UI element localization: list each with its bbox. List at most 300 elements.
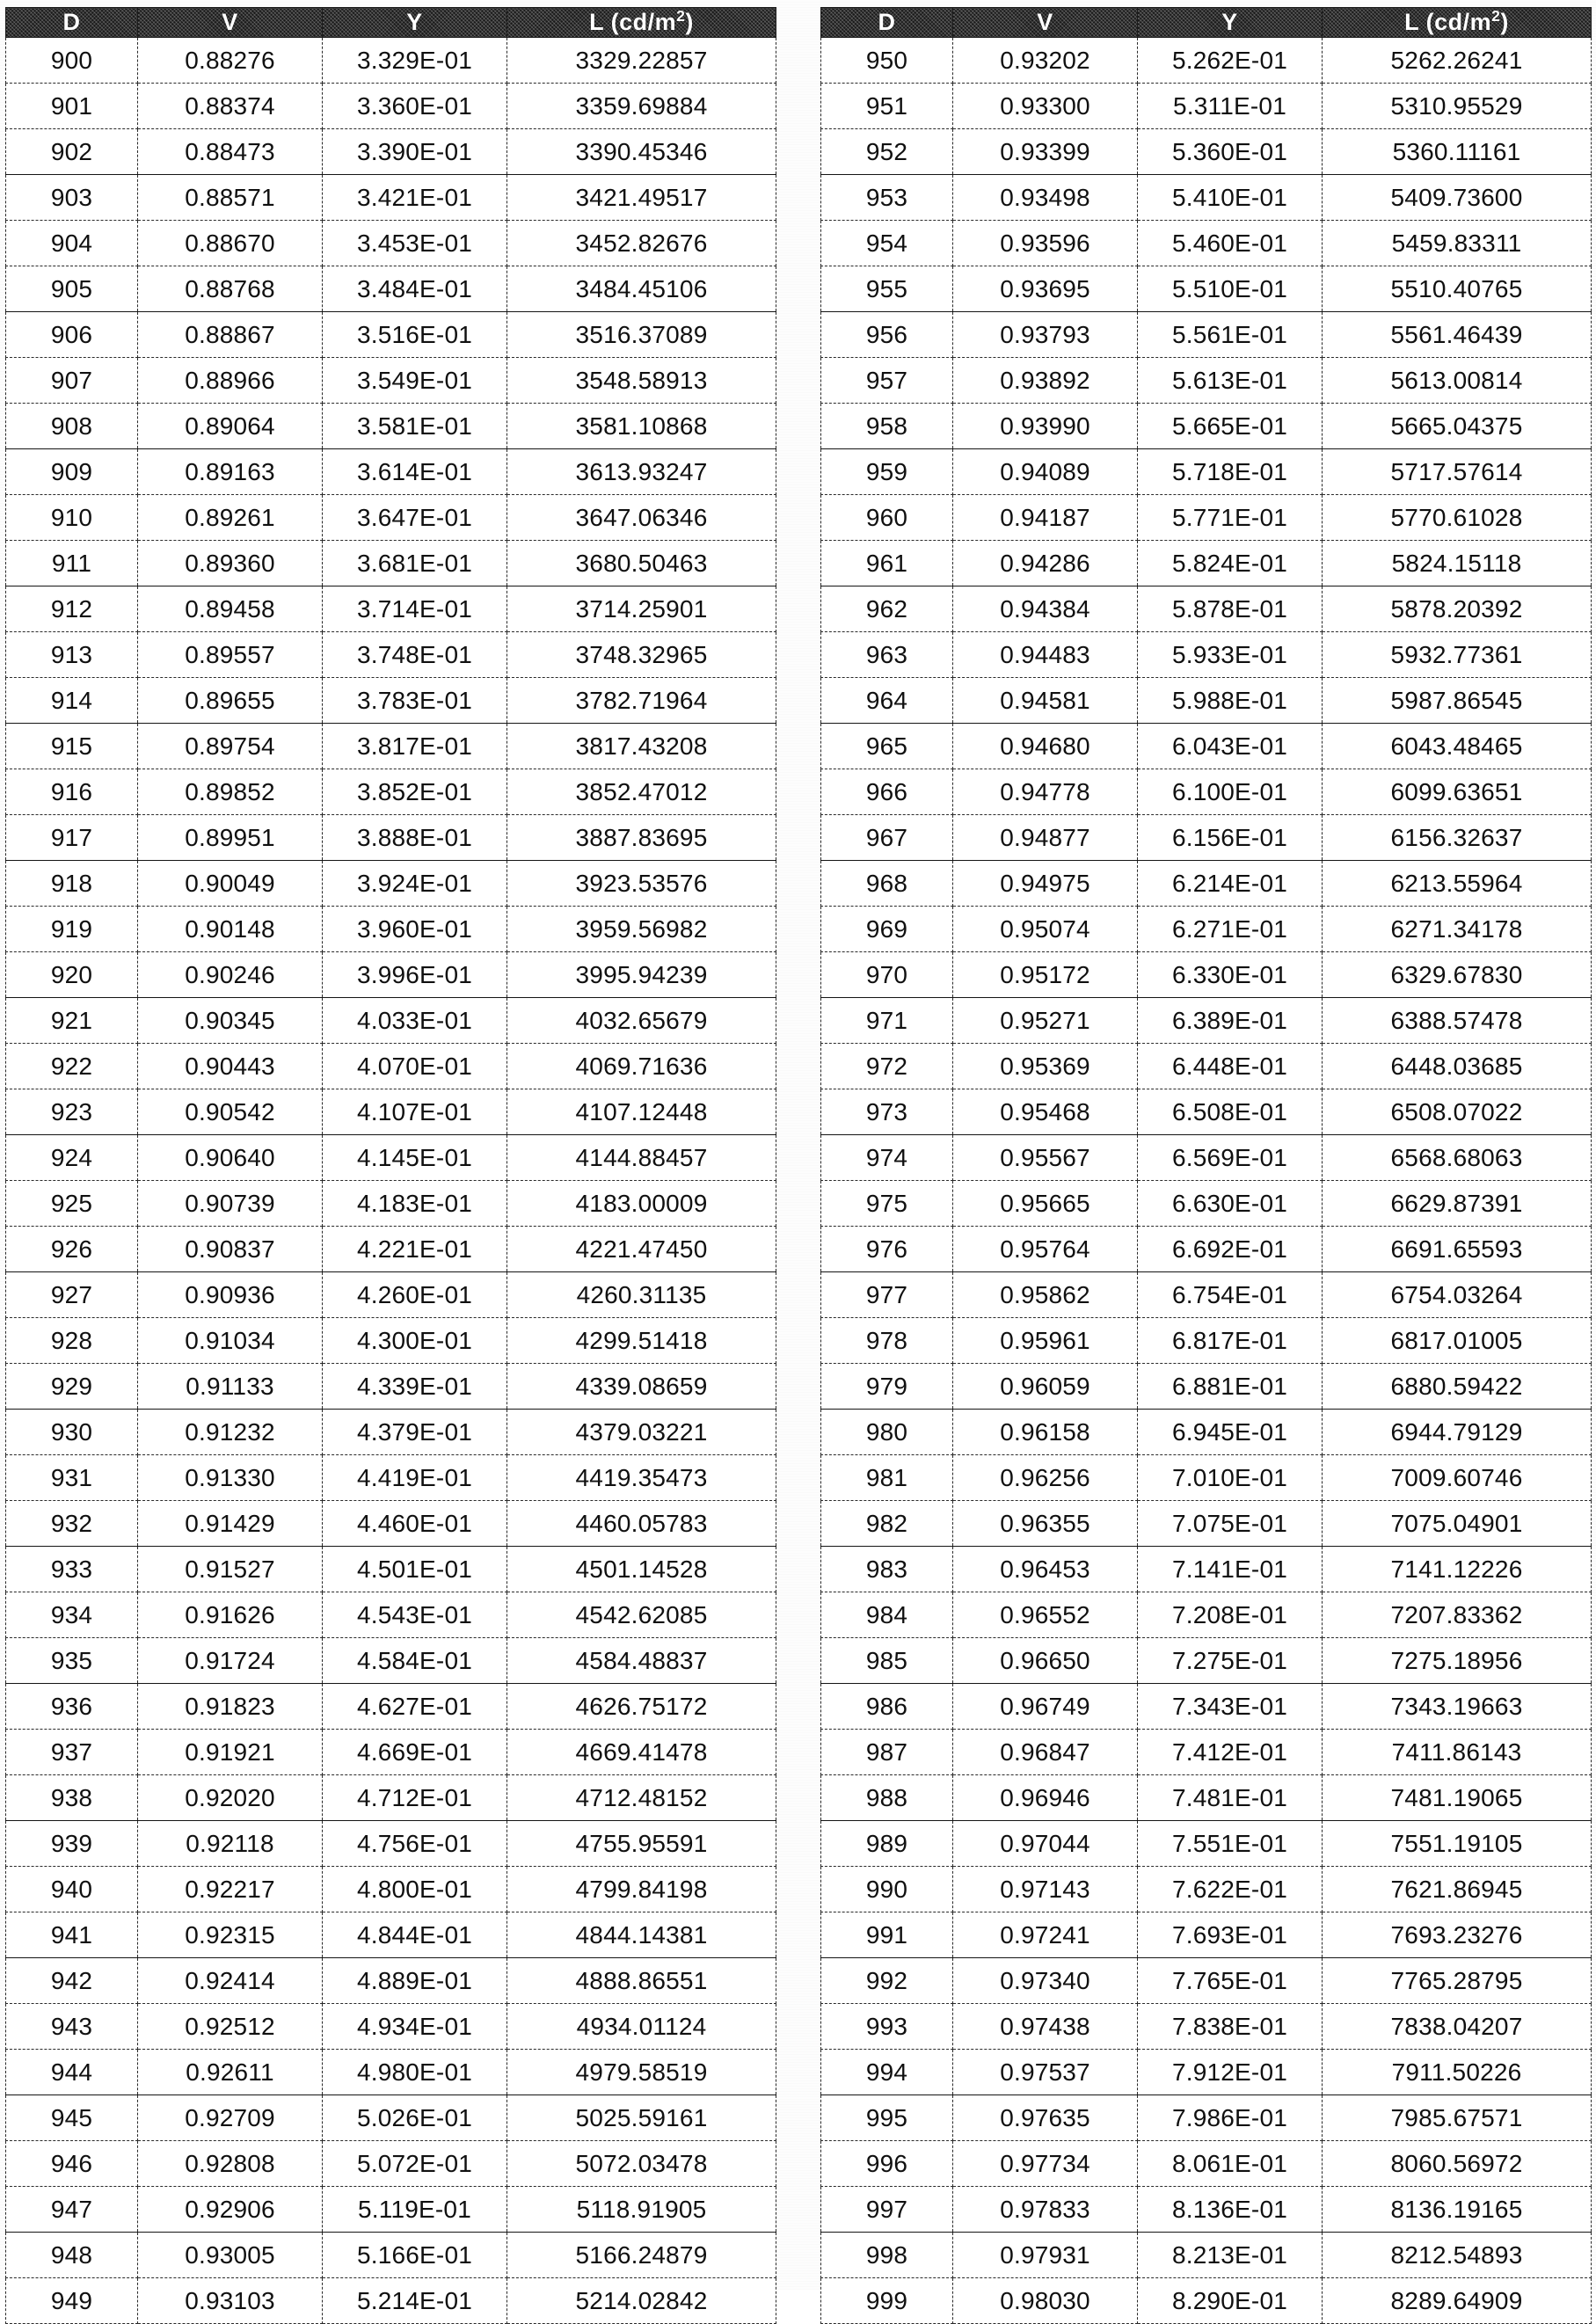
- cell-y: 5.613E-01: [1138, 358, 1323, 404]
- cell-l: 6213.55964: [1323, 861, 1592, 907]
- cell-y: 3.817E-01: [323, 724, 507, 769]
- table-row: [821, 2187, 1592, 2233]
- cell-d: 908: [6, 404, 138, 449]
- right-table-body: [821, 38, 1592, 2324]
- table-row: [821, 907, 1592, 952]
- cell-y: 4.221E-01: [323, 1227, 507, 1272]
- table-row: [821, 632, 1592, 678]
- table-row: [821, 2233, 1592, 2278]
- cell-v: 0.88670: [138, 221, 323, 266]
- cell-l: 4144.88457: [507, 1135, 776, 1181]
- cell-y: 5.460E-01: [1138, 221, 1323, 266]
- cell-l: 4260.31135: [507, 1272, 776, 1318]
- cell-l: 6817.01005: [1323, 1318, 1592, 1364]
- cell-y: 3.581E-01: [323, 404, 507, 449]
- cell-l: 4419.35473: [507, 1455, 776, 1501]
- table-row: [6, 1775, 776, 1821]
- cell-v: 0.88966: [138, 358, 323, 404]
- table-row: [6, 1867, 776, 1912]
- cell-l: 3390.45346: [507, 129, 776, 175]
- table-row: [821, 1089, 1592, 1135]
- table-row: [821, 1364, 1592, 1410]
- cell-v: 0.92808: [138, 2141, 323, 2187]
- table-row: [821, 1272, 1592, 1318]
- cell-d: 931: [6, 1455, 138, 1501]
- cell-l: 7141.12226: [1323, 1547, 1592, 1592]
- table-row: [821, 1638, 1592, 1684]
- table-row: [6, 907, 776, 952]
- cell-y: 5.410E-01: [1138, 175, 1323, 221]
- cell-y: 6.817E-01: [1138, 1318, 1323, 1364]
- cell-y: 6.214E-01: [1138, 861, 1323, 907]
- right-table-header: [821, 8, 1592, 38]
- cell-y: 7.275E-01: [1138, 1638, 1323, 1684]
- table-row: [6, 84, 776, 129]
- cell-y: 3.516E-01: [323, 312, 507, 358]
- cell-v: 0.92118: [138, 1821, 323, 1867]
- cell-v: 0.90246: [138, 952, 323, 998]
- cell-l: 5561.46439: [1323, 312, 1592, 358]
- table-row: [821, 678, 1592, 724]
- cell-l: 4888.86551: [507, 1958, 776, 2004]
- cell-y: 7.838E-01: [1138, 2004, 1323, 2050]
- cell-y: 6.754E-01: [1138, 1272, 1323, 1318]
- cell-d: 935: [6, 1638, 138, 1684]
- table-row: [6, 2004, 776, 2050]
- table-row: [6, 861, 776, 907]
- cell-d: 901: [6, 84, 138, 129]
- table-row: [6, 1089, 776, 1135]
- cell-l: 7911.50226: [1323, 2050, 1592, 2095]
- cell-y: 3.484E-01: [323, 266, 507, 312]
- cell-d: 976: [821, 1227, 953, 1272]
- cell-v: 0.97537: [953, 2050, 1138, 2095]
- column-header-d-label: D: [62, 9, 81, 35]
- table-row: [6, 404, 776, 449]
- cell-l: 7985.67571: [1323, 2095, 1592, 2141]
- cell-d: 928: [6, 1318, 138, 1364]
- table-row: [821, 1501, 1592, 1547]
- cell-y: 4.627E-01: [323, 1684, 507, 1730]
- cell-v: 0.96059: [953, 1364, 1138, 1410]
- table-row: [821, 1912, 1592, 1958]
- cell-l: 5510.40765: [1323, 266, 1592, 312]
- cell-y: 4.419E-01: [323, 1455, 507, 1501]
- cell-v: 0.88768: [138, 266, 323, 312]
- cell-y: 4.145E-01: [323, 1135, 507, 1181]
- cell-v: 0.90739: [138, 1181, 323, 1227]
- cell-d: 963: [821, 632, 953, 678]
- table-row: [6, 1410, 776, 1455]
- cell-y: 3.647E-01: [323, 495, 507, 541]
- cell-l: 5878.20392: [1323, 586, 1592, 632]
- table-row: [821, 1958, 1592, 2004]
- table-row: [821, 404, 1592, 449]
- cell-d: 937: [6, 1730, 138, 1775]
- cell-y: 3.549E-01: [323, 358, 507, 404]
- cell-l: 4221.47450: [507, 1227, 776, 1272]
- table-row: [6, 1044, 776, 1089]
- table-row: [821, 861, 1592, 907]
- cell-d: 980: [821, 1410, 953, 1455]
- cell-v: 0.93695: [953, 266, 1138, 312]
- cell-v: 0.92315: [138, 1912, 323, 1958]
- cell-y: 5.262E-01: [1138, 38, 1323, 84]
- cell-y: 3.996E-01: [323, 952, 507, 998]
- cell-d: 900: [6, 38, 138, 84]
- cell-l: 7343.19663: [1323, 1684, 1592, 1730]
- cell-d: 905: [6, 266, 138, 312]
- cell-d: 984: [821, 1592, 953, 1638]
- cell-l: 5717.57614: [1323, 449, 1592, 495]
- cell-y: 3.390E-01: [323, 129, 507, 175]
- cell-d: 959: [821, 449, 953, 495]
- table-row: [6, 1135, 776, 1181]
- cell-l: 5072.03478: [507, 2141, 776, 2187]
- cell-y: 7.912E-01: [1138, 2050, 1323, 2095]
- cell-v: 0.97438: [953, 2004, 1138, 2050]
- cell-d: 949: [6, 2278, 138, 2324]
- cell-d: 947: [6, 2187, 138, 2233]
- cell-d: 913: [6, 632, 138, 678]
- cell-d: 925: [6, 1181, 138, 1227]
- cell-y: 5.166E-01: [323, 2233, 507, 2278]
- cell-y: 3.852E-01: [323, 769, 507, 815]
- cell-d: 969: [821, 907, 953, 952]
- cell-v: 0.94089: [953, 449, 1138, 495]
- cell-d: 989: [821, 1821, 953, 1867]
- cell-l: 3516.37089: [507, 312, 776, 358]
- cell-v: 0.91232: [138, 1410, 323, 1455]
- cell-v: 0.94680: [953, 724, 1138, 769]
- cell-l: 6099.63651: [1323, 769, 1592, 815]
- table-row: [6, 1318, 776, 1364]
- cell-l: 5360.11161: [1323, 129, 1592, 175]
- table-row: [6, 1730, 776, 1775]
- cell-l: 3329.22857: [507, 38, 776, 84]
- table-row: [6, 952, 776, 998]
- cell-v: 0.89064: [138, 404, 323, 449]
- cell-d: 999: [821, 2278, 953, 2324]
- cell-y: 6.945E-01: [1138, 1410, 1323, 1455]
- column-header-d: [6, 8, 138, 38]
- table-row: [821, 586, 1592, 632]
- cell-l: 3714.25901: [507, 586, 776, 632]
- cell-y: 8.061E-01: [1138, 2141, 1323, 2187]
- cell-l: 4339.08659: [507, 1364, 776, 1410]
- table-row: [6, 2187, 776, 2233]
- cell-d: 938: [6, 1775, 138, 1821]
- cell-v: 0.90542: [138, 1089, 323, 1135]
- cell-v: 0.92020: [138, 1775, 323, 1821]
- cell-l: 7275.18956: [1323, 1638, 1592, 1684]
- cell-v: 0.92414: [138, 1958, 323, 2004]
- column-header-d-label: D: [878, 9, 896, 35]
- cell-d: 919: [6, 907, 138, 952]
- cell-l: 5459.83311: [1323, 221, 1592, 266]
- cell-d: 903: [6, 175, 138, 221]
- cell-d: 972: [821, 1044, 953, 1089]
- left-data-table: [5, 7, 776, 2324]
- cell-v: 0.97734: [953, 2141, 1138, 2187]
- table-row: [821, 2050, 1592, 2095]
- cell-l: 6880.59422: [1323, 1364, 1592, 1410]
- cell-v: 0.90049: [138, 861, 323, 907]
- cell-d: 944: [6, 2050, 138, 2095]
- cell-l: 6944.79129: [1323, 1410, 1592, 1455]
- cell-l: 7481.19065: [1323, 1775, 1592, 1821]
- cell-l: 6508.07022: [1323, 1089, 1592, 1135]
- cell-y: 4.379E-01: [323, 1410, 507, 1455]
- cell-y: 8.213E-01: [1138, 2233, 1323, 2278]
- cell-v: 0.90443: [138, 1044, 323, 1089]
- cell-d: 902: [6, 129, 138, 175]
- cell-v: 0.89360: [138, 541, 323, 586]
- cell-d: 921: [6, 998, 138, 1044]
- cell-y: 6.156E-01: [1138, 815, 1323, 861]
- cell-d: 940: [6, 1867, 138, 1912]
- table-row: [821, 38, 1592, 84]
- column-header-y: [323, 8, 507, 38]
- cell-d: 970: [821, 952, 953, 998]
- cell-v: 0.94581: [953, 678, 1138, 724]
- column-header-y-label: Y: [406, 9, 423, 35]
- cell-d: 929: [6, 1364, 138, 1410]
- cell-d: 942: [6, 1958, 138, 2004]
- cell-l: 7075.04901: [1323, 1501, 1592, 1547]
- cell-d: 930: [6, 1410, 138, 1455]
- cell-l: 6568.68063: [1323, 1135, 1592, 1181]
- cell-l: 5613.00814: [1323, 358, 1592, 404]
- cell-d: 952: [821, 129, 953, 175]
- right-data-table: [820, 7, 1592, 2324]
- cell-v: 0.97044: [953, 1821, 1138, 1867]
- cell-y: 3.421E-01: [323, 175, 507, 221]
- cell-v: 0.89951: [138, 815, 323, 861]
- cell-v: 0.97931: [953, 2233, 1138, 2278]
- cell-v: 0.91921: [138, 1730, 323, 1775]
- cell-v: 0.88276: [138, 38, 323, 84]
- column-header-v-label: V: [1037, 9, 1053, 35]
- cell-v: 0.94384: [953, 586, 1138, 632]
- cell-v: 0.91133: [138, 1364, 323, 1410]
- table-row: [6, 815, 776, 861]
- cell-v: 0.91724: [138, 1638, 323, 1684]
- cell-d: 907: [6, 358, 138, 404]
- cell-d: 932: [6, 1501, 138, 1547]
- cell-v: 0.95764: [953, 1227, 1138, 1272]
- cell-l: 5987.86545: [1323, 678, 1592, 724]
- cell-l: 3995.94239: [507, 952, 776, 998]
- cell-v: 0.89754: [138, 724, 323, 769]
- cell-v: 0.95468: [953, 1089, 1138, 1135]
- cell-y: 7.208E-01: [1138, 1592, 1323, 1638]
- cell-l: 8136.19165: [1323, 2187, 1592, 2233]
- cell-y: 7.693E-01: [1138, 1912, 1323, 1958]
- cell-v: 0.89655: [138, 678, 323, 724]
- cell-v: 0.98030: [953, 2278, 1138, 2324]
- cell-v: 0.90148: [138, 907, 323, 952]
- table-row: [6, 2095, 776, 2141]
- cell-y: 6.881E-01: [1138, 1364, 1323, 1410]
- table-row: [6, 2050, 776, 2095]
- cell-v: 0.94877: [953, 815, 1138, 861]
- cell-d: 987: [821, 1730, 953, 1775]
- cell-v: 0.96847: [953, 1730, 1138, 1775]
- cell-l: 8212.54893: [1323, 2233, 1592, 2278]
- table-row: [6, 678, 776, 724]
- cell-v: 0.89261: [138, 495, 323, 541]
- column-header-luminance: [1323, 8, 1592, 38]
- cell-y: 4.501E-01: [323, 1547, 507, 1592]
- cell-l: 7009.60746: [1323, 1455, 1592, 1501]
- cell-v: 0.96256: [953, 1455, 1138, 1501]
- cell-y: 4.934E-01: [323, 2004, 507, 2050]
- cell-v: 0.93399: [953, 129, 1138, 175]
- cell-y: 4.107E-01: [323, 1089, 507, 1135]
- cell-y: 7.481E-01: [1138, 1775, 1323, 1821]
- table-row: [821, 129, 1592, 175]
- cell-v: 0.93202: [953, 38, 1138, 84]
- cell-d: 953: [821, 175, 953, 221]
- table-row: [821, 2095, 1592, 2141]
- cell-l: 6691.65593: [1323, 1227, 1592, 1272]
- cell-v: 0.95862: [953, 1272, 1138, 1318]
- cell-y: 7.551E-01: [1138, 1821, 1323, 1867]
- cell-d: 934: [6, 1592, 138, 1638]
- cell-l: 5310.95529: [1323, 84, 1592, 129]
- cell-d: 911: [6, 541, 138, 586]
- cell-y: 4.800E-01: [323, 1867, 507, 1912]
- cell-d: 948: [6, 2233, 138, 2278]
- cell-d: 933: [6, 1547, 138, 1592]
- cell-v: 0.90936: [138, 1272, 323, 1318]
- cell-y: 5.026E-01: [323, 2095, 507, 2141]
- cell-v: 0.96355: [953, 1501, 1138, 1547]
- cell-y: 7.765E-01: [1138, 1958, 1323, 2004]
- cell-l: 8060.56972: [1323, 2141, 1592, 2187]
- cell-y: 4.070E-01: [323, 1044, 507, 1089]
- table-row: [821, 998, 1592, 1044]
- cell-y: 3.960E-01: [323, 907, 507, 952]
- table-row: [6, 1455, 776, 1501]
- cell-v: 0.93793: [953, 312, 1138, 358]
- cell-v: 0.97635: [953, 2095, 1138, 2141]
- cell-y: 5.311E-01: [1138, 84, 1323, 129]
- table-row: [6, 1547, 776, 1592]
- cell-v: 0.92512: [138, 2004, 323, 2050]
- table-row: [821, 1592, 1592, 1638]
- table-row: [821, 1227, 1592, 1272]
- table-row: [821, 1730, 1592, 1775]
- cell-l: 7693.23276: [1323, 1912, 1592, 1958]
- cell-d: 998: [821, 2233, 953, 2278]
- cell-v: 0.96946: [953, 1775, 1138, 1821]
- cell-y: 7.412E-01: [1138, 1730, 1323, 1775]
- cell-y: 5.561E-01: [1138, 312, 1323, 358]
- cell-y: 3.360E-01: [323, 84, 507, 129]
- cell-d: 978: [821, 1318, 953, 1364]
- cell-y: 5.718E-01: [1138, 449, 1323, 495]
- cell-d: 924: [6, 1135, 138, 1181]
- cell-v: 0.91527: [138, 1547, 323, 1592]
- cell-y: 5.214E-01: [323, 2278, 507, 2324]
- table-row: [6, 1272, 776, 1318]
- cell-y: 4.756E-01: [323, 1821, 507, 1867]
- cell-y: 6.271E-01: [1138, 907, 1323, 952]
- table-row: [6, 358, 776, 404]
- column-header-luminance: [507, 8, 776, 38]
- table-row: [6, 38, 776, 84]
- cell-v: 0.94778: [953, 769, 1138, 815]
- cell-d: 956: [821, 312, 953, 358]
- cell-l: 6448.03685: [1323, 1044, 1592, 1089]
- cell-v: 0.97340: [953, 1958, 1138, 2004]
- cell-y: 6.630E-01: [1138, 1181, 1323, 1227]
- cell-d: 965: [821, 724, 953, 769]
- cell-v: 0.88867: [138, 312, 323, 358]
- cell-y: 6.100E-01: [1138, 769, 1323, 815]
- column-header-v-label: V: [222, 9, 238, 35]
- cell-v: 0.96749: [953, 1684, 1138, 1730]
- cell-v: 0.91429: [138, 1501, 323, 1547]
- luminance-label-main: L (cd/m: [589, 9, 677, 35]
- luminance-label-tail: ): [685, 9, 694, 35]
- cell-l: 5118.91905: [507, 2187, 776, 2233]
- table-row: [821, 1044, 1592, 1089]
- cell-d: 962: [821, 586, 953, 632]
- left-table-header: [6, 8, 776, 38]
- table-row: [6, 1227, 776, 1272]
- cell-y: 7.010E-01: [1138, 1455, 1323, 1501]
- table-row: [6, 1364, 776, 1410]
- cell-d: 977: [821, 1272, 953, 1318]
- table-row: [6, 129, 776, 175]
- cell-v: 0.96158: [953, 1410, 1138, 1455]
- table-row: [6, 312, 776, 358]
- table-row: [821, 541, 1592, 586]
- cell-d: 973: [821, 1089, 953, 1135]
- cell-l: 3852.47012: [507, 769, 776, 815]
- table-row: [6, 266, 776, 312]
- table-row: [821, 952, 1592, 998]
- cell-d: 951: [821, 84, 953, 129]
- cell-l: 3748.32965: [507, 632, 776, 678]
- cell-d: 910: [6, 495, 138, 541]
- cell-v: 0.94483: [953, 632, 1138, 678]
- table-row: [821, 495, 1592, 541]
- cell-y: 4.300E-01: [323, 1318, 507, 1364]
- table-row: [6, 1592, 776, 1638]
- cell-l: 4032.65679: [507, 998, 776, 1044]
- cell-y: 6.448E-01: [1138, 1044, 1323, 1089]
- cell-d: 920: [6, 952, 138, 998]
- cell-v: 0.97241: [953, 1912, 1138, 1958]
- table-row: [6, 586, 776, 632]
- table-row: [821, 815, 1592, 861]
- table-row: [821, 449, 1592, 495]
- table-row: [6, 2278, 776, 2324]
- table-row: [6, 2233, 776, 2278]
- cell-d: 995: [821, 2095, 953, 2141]
- cell-l: 3923.53576: [507, 861, 776, 907]
- table-row: [821, 175, 1592, 221]
- cell-y: 3.714E-01: [323, 586, 507, 632]
- cell-d: 964: [821, 678, 953, 724]
- cell-d: 982: [821, 1501, 953, 1547]
- cell-d: 958: [821, 404, 953, 449]
- table-row: [6, 1684, 776, 1730]
